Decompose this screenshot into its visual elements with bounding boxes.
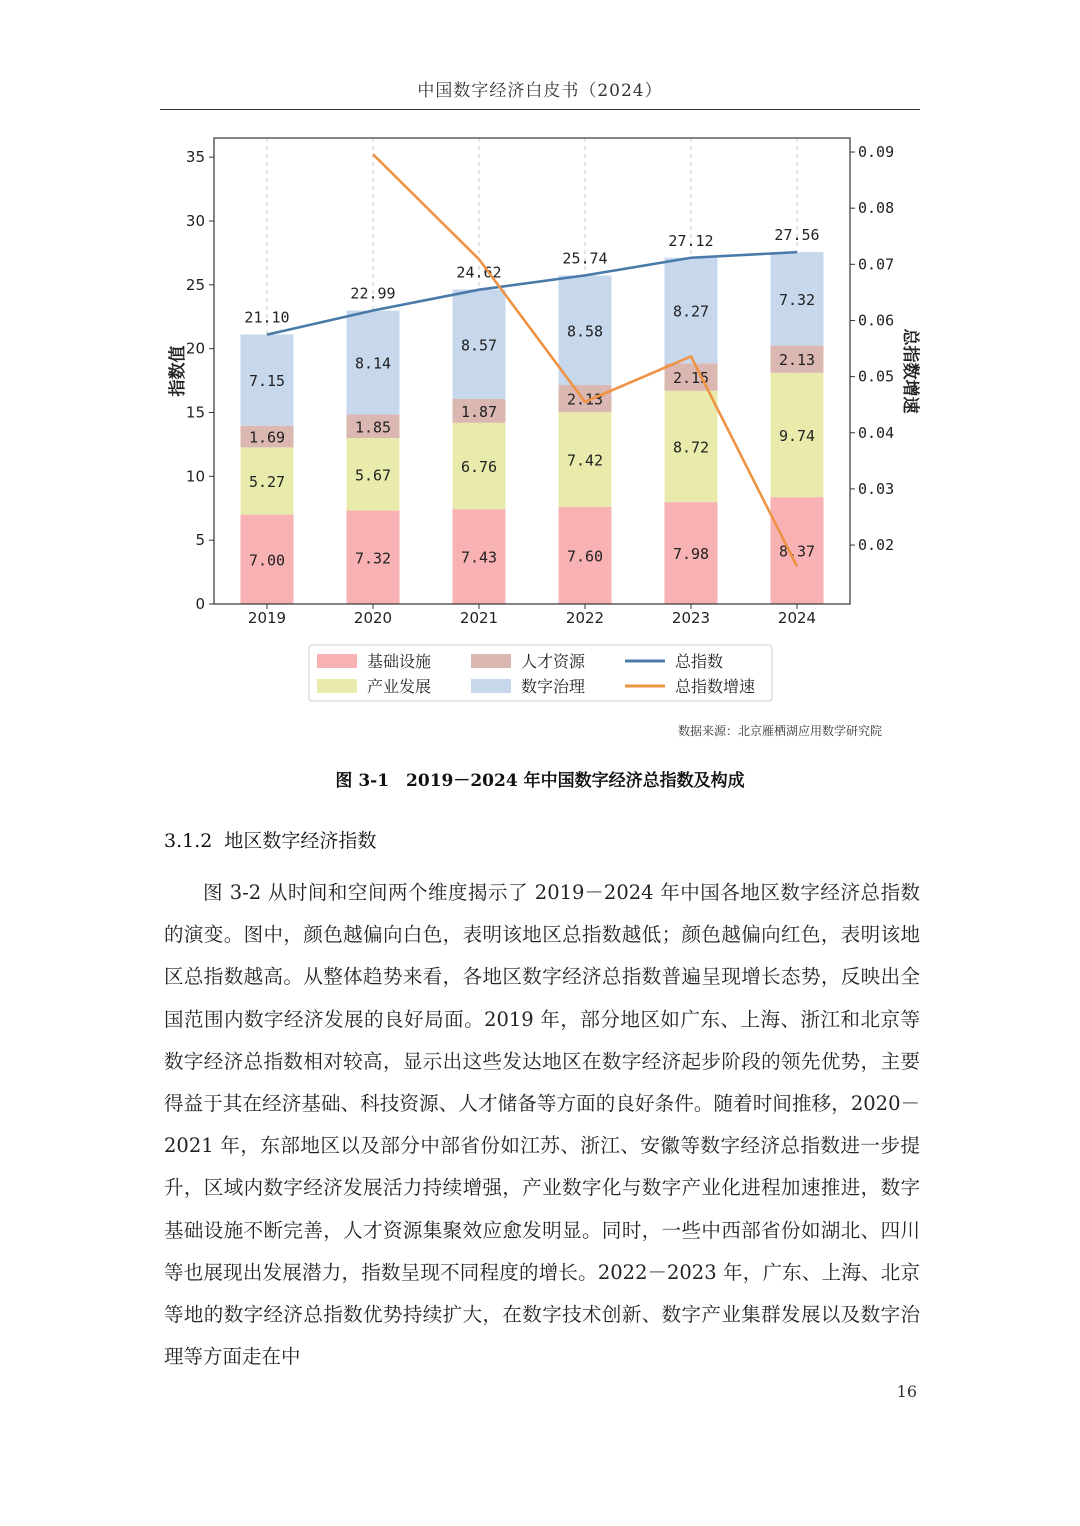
y2-axis-title: 总指数增速 <box>900 328 920 414</box>
y2-tick-label-0.09: 0.09 <box>858 143 895 162</box>
bar-label-基础设施-2024: 8.37 <box>778 542 816 561</box>
section-title: 地区数字经济指数 <box>224 830 377 852</box>
bar-label-数字治理-2023: 8.27 <box>672 302 710 321</box>
section-number: 3.1.2 <box>164 830 213 852</box>
y2-tick-label-0.07: 0.07 <box>858 255 895 274</box>
total-label-2022: 25.74 <box>562 249 608 268</box>
y-tick-label-10: 10 <box>185 467 205 486</box>
y-tick-label-15: 15 <box>185 403 205 422</box>
bar-label-数字治理-2022: 8.58 <box>566 322 604 341</box>
bar-label-基础设施-2020: 7.32 <box>354 549 392 568</box>
y2-tick-label-0.05: 0.05 <box>858 367 895 386</box>
legend-swatch-基础设施 <box>317 654 357 668</box>
y-tick-label-5: 5 <box>195 531 205 550</box>
bar-label-产业发展-2019: 5.27 <box>248 472 286 491</box>
bar-label-数字治理-2019: 7.15 <box>248 372 286 391</box>
bar-label-产业发展-2022: 7.42 <box>566 451 604 470</box>
legend-swatch-数字治理 <box>471 679 511 693</box>
bar-label-基础设施-2023: 7.98 <box>672 545 710 564</box>
x-tick-label-2022: 2022 <box>565 609 605 627</box>
running-header: 中国数字经济白皮书（2024） <box>417 81 663 101</box>
legend-label-基础设施: 基础设施 <box>367 652 432 671</box>
legend-swatch-人才资源 <box>471 654 511 668</box>
y2-tick-label-0.08: 0.08 <box>858 199 895 218</box>
bar-label-产业发展-2024: 9.74 <box>778 426 816 445</box>
legend-label-数字治理: 数字治理 <box>521 677 586 696</box>
y2-tick-label-0.06: 0.06 <box>858 311 895 330</box>
bar-label-产业发展-2020: 5.67 <box>354 466 392 485</box>
page-number: 16 <box>896 1382 917 1401</box>
x-tick-label-2019: 2019 <box>247 609 287 627</box>
bar-label-基础设施-2022: 7.60 <box>566 547 604 566</box>
bar-label-数字治理-2020: 8.14 <box>354 354 392 373</box>
y-tick-label-35: 35 <box>185 148 205 167</box>
bar-label-数字治理-2021: 8.57 <box>460 336 498 355</box>
y-tick-label-20: 20 <box>185 339 205 358</box>
section-heading <box>164 826 376 853</box>
x-tick-label-2021: 2021 <box>459 609 499 627</box>
legend-swatch-产业发展 <box>317 679 357 693</box>
y-tick-label-25: 25 <box>185 275 205 294</box>
y-tick-label-0: 0 <box>195 595 205 613</box>
body-paragraph: 图 3-2 从时间和空间两个维度揭示了 2019－2024 年中国各地区数字经济总指数的演变。图中，颜色越偏向白色，表明该地区总指数越低；颜色越偏向红色，表明该地区总指数越高。从整体趋势来看，各地区数字经济总指数普遍呈现增长态势，反映出全国范围内数字经济发展的良好局面。2019 年，部分地区如广东、上海、浙江和北京等数字经济总指数相对较高，显示出这些发达地区在数字经济起步阶段的领先优势，主要得益于其在经济基础、科技资源、人才储备等方面的良好条件。随着时间推移，2020－2021 年，东部地区以及部分中部省份如江苏、浙江、安徽等数字经济总指数进一步提升，区域内数字经济发展活力持续增强，产业数字化与数字产业化进程加速推进，数字基础设施不断完善，人才资源集聚效应愈发明显。同时，一些中西部省份如湖北、四川等也展现出发展潜力，指数呈现不同程度的增长。2022－2023 年，广东、上海、北京等地的数字经济总指数优势持续扩大，在数字技术创新、数字产业集群发展以及数字治理等方面走在中 <box>164 881 920 1369</box>
total-label-2020: 22.99 <box>350 284 396 303</box>
bar-label-基础设施-2019: 7.00 <box>248 551 286 570</box>
bar-label-人才资源-2020: 1.85 <box>354 418 392 437</box>
bar-label-数字治理-2024: 7.32 <box>778 290 816 309</box>
y2-tick-label-0.04: 0.04 <box>858 423 895 442</box>
bar-label-人才资源-2021: 1.87 <box>460 402 498 421</box>
bar-label-产业发展-2023: 8.72 <box>672 438 710 457</box>
plot-frame <box>214 138 850 604</box>
total-label-2024: 27.56 <box>774 226 820 245</box>
bar-label-人才资源-2024: 2.13 <box>778 351 816 370</box>
bar-label-人才资源-2023: 2.15 <box>672 369 710 388</box>
figure-chart <box>0 0 1080 760</box>
y2-tick-label-0.02: 0.02 <box>858 536 895 555</box>
x-tick-label-2023: 2023 <box>671 609 711 627</box>
total-label-2021: 24.62 <box>456 263 502 282</box>
legend-label-总指数增速: 总指数增速 <box>675 677 756 696</box>
figure-caption: 图 3-1 2019－2024 年中国数字经济总指数及构成 <box>335 771 745 791</box>
total-label-2023: 27.12 <box>668 231 714 250</box>
bar-label-人才资源-2022: 2.13 <box>566 390 604 409</box>
x-tick-label-2020: 2020 <box>353 609 393 627</box>
bar-label-基础设施-2021: 7.43 <box>460 548 498 567</box>
legend-label-人才资源: 人才资源 <box>521 652 586 671</box>
y-tick-label-30: 30 <box>185 211 205 230</box>
bar-label-产业发展-2021: 6.76 <box>460 457 498 476</box>
y2-tick-label-0.03: 0.03 <box>858 479 895 498</box>
y-axis-title: 指数值 <box>168 345 188 397</box>
legend-label-产业发展: 产业发展 <box>367 677 432 696</box>
x-tick-label-2024: 2024 <box>777 609 817 627</box>
legend-label-总指数: 总指数 <box>675 652 724 671</box>
bar-label-人才资源-2019: 1.69 <box>248 428 286 447</box>
data-source-note: 数据来源：北京雁栖湖应用数学研究院 <box>677 724 882 738</box>
total-label-2019: 21.10 <box>244 308 290 327</box>
